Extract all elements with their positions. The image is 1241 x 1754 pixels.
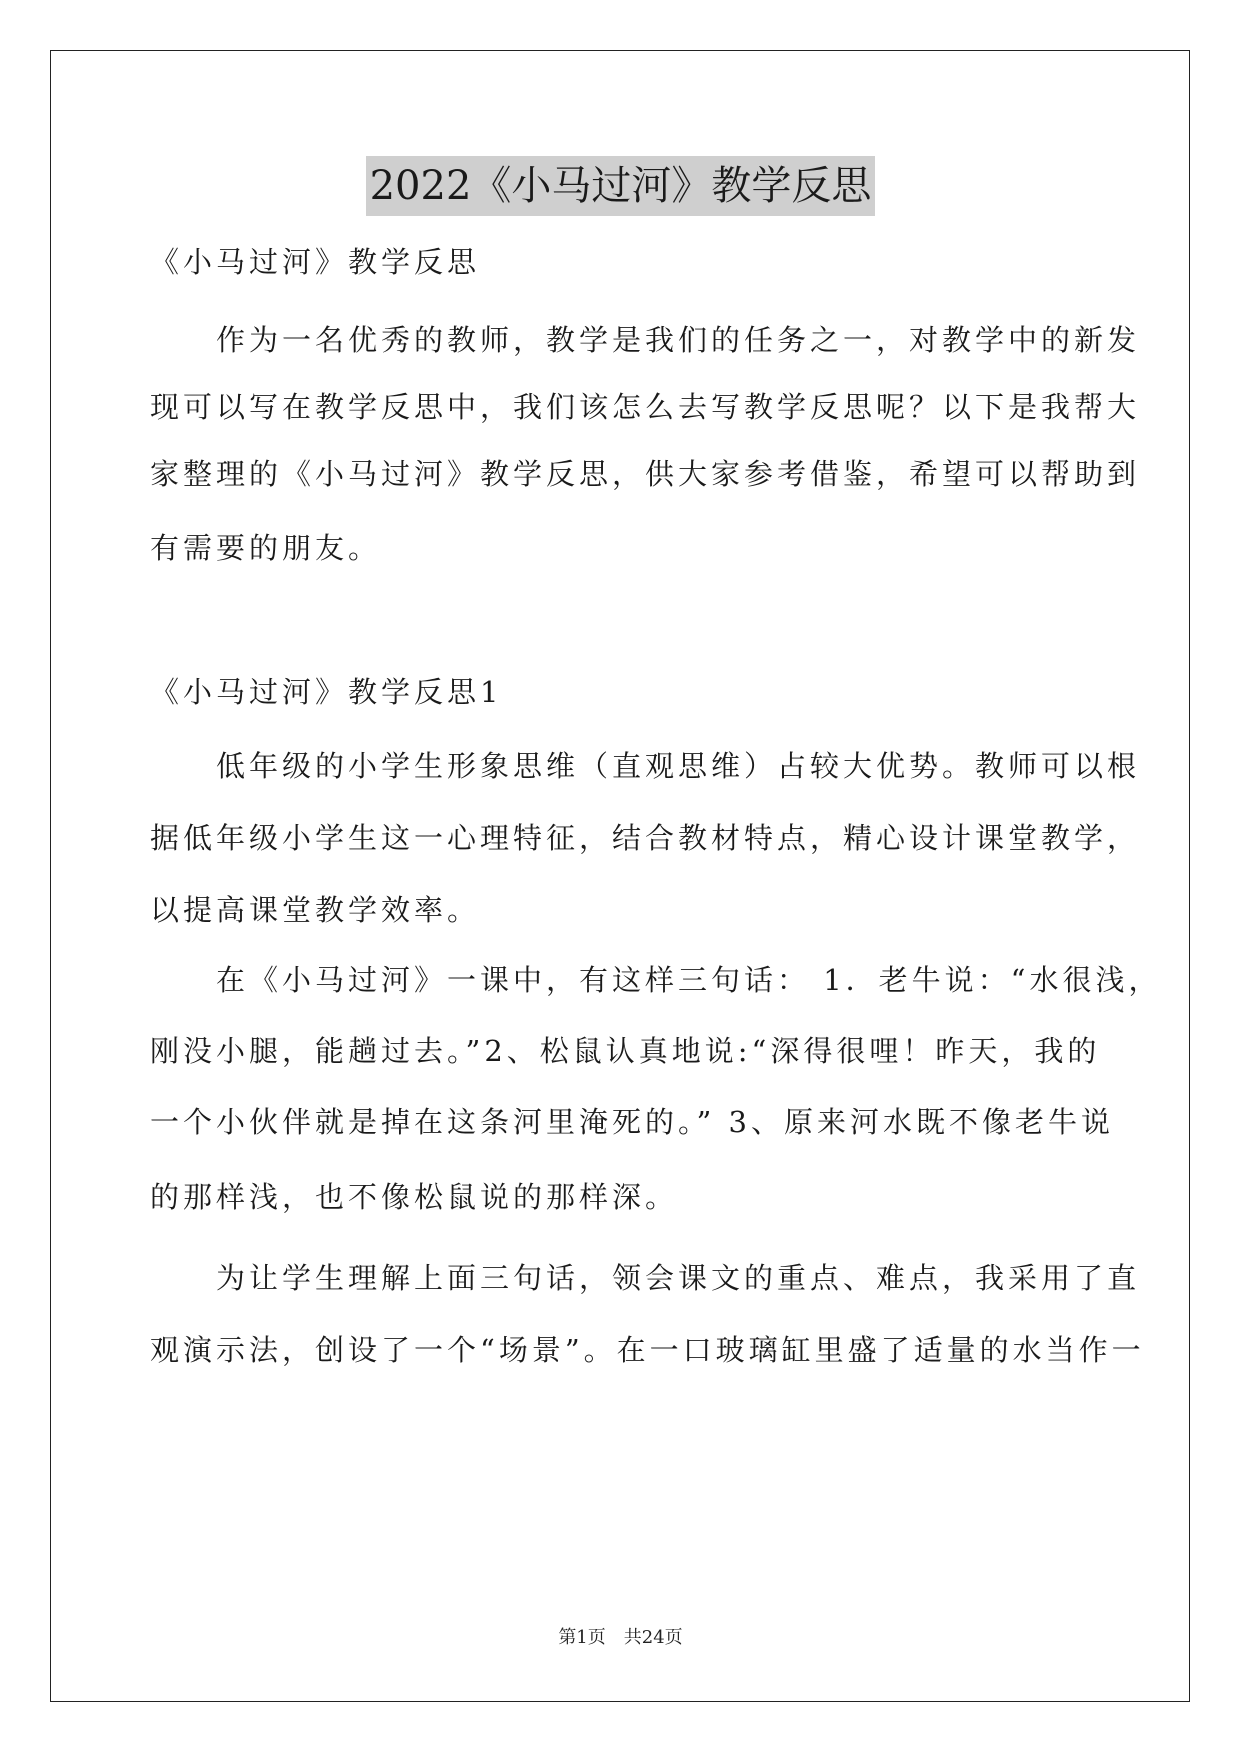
paragraph-line: 以提高课堂教学效率。 bbox=[150, 893, 481, 927]
section-heading: 《小马过河》教学反思 bbox=[150, 245, 481, 279]
page-number: 第1页 共24页 bbox=[558, 1627, 683, 1648]
paragraph-line: 家整理的《小马过河》教学反思，供大家参考借鉴，希望可以帮助到 bbox=[150, 457, 1141, 491]
paragraph-line: 刚没小腿，能趟过去。”2、松鼠认真地说:“深得很哩！昨天，我的 bbox=[150, 1034, 1101, 1068]
paragraph-line: 一个小伙伴就是掉在这条河里淹死的。” 3、原来河水既不像老牛说 bbox=[150, 1105, 1114, 1139]
paragraph-line: 为让学生理解上面三句话，领会课文的重点、难点，我采用了直 bbox=[150, 1261, 1141, 1295]
paragraph-line: 观演示法，创设了一个“场景”。在一口玻璃缸里盛了适量的水当作一 bbox=[150, 1333, 1145, 1367]
paragraph-line: 有需要的朋友。 bbox=[150, 531, 382, 565]
page-border bbox=[50, 50, 1190, 1702]
page-footer bbox=[0, 1623, 1241, 1649]
paragraph-line: 低年级的小学生形象思维（直观思维）占较大优势。教师可以根 bbox=[150, 749, 1141, 783]
document-title: 2022《小马过河》教学反思 bbox=[366, 156, 876, 216]
paragraph-line: 的那样浅，也不像松鼠说的那样深。 bbox=[150, 1180, 679, 1214]
paragraph-line: 作为一名优秀的教师，教学是我们的任务之一，对教学中的新发 bbox=[150, 323, 1141, 357]
paragraph-line: 据低年级小学生这一心理特征，结合教材特点，精心设计课堂教学， bbox=[150, 821, 1141, 855]
title-container bbox=[0, 156, 1241, 216]
paragraph-line: 在《小马过河》一课中，有这样三句话： 1．老牛说：“水很浅， bbox=[150, 963, 1162, 997]
section-heading: 《小马过河》教学反思1 bbox=[150, 675, 503, 709]
paragraph-line: 现可以写在教学反思中，我们该怎么去写教学反思呢？以下是我帮大 bbox=[150, 390, 1141, 424]
